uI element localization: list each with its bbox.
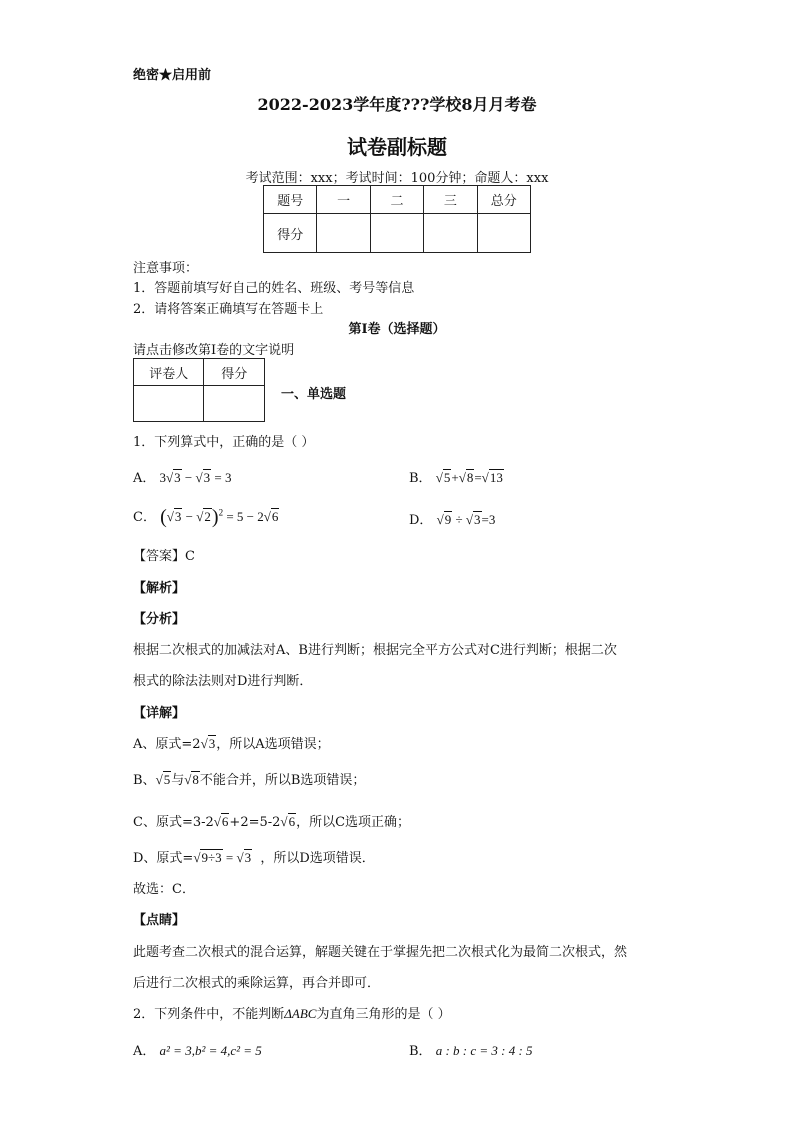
detail-line-a: A、原式=2√3，所以A选项错误； (133, 736, 330, 752)
score-cell[interactable] (317, 214, 370, 253)
option-label: D． (409, 513, 433, 528)
option-c-formula: $(√3 - √2)^2 = 5 - 2√6$ (160, 506, 279, 528)
option-label: A． (133, 471, 156, 486)
option-label: B． (409, 471, 432, 486)
option-a-formula: 3√3 − √3 = 3 (159, 470, 232, 485)
score-table-row-label: 得分 (264, 214, 317, 253)
option-b-formula: √5+√8=√13 (435, 470, 503, 485)
option-label: C． (133, 510, 156, 525)
score-cell[interactable] (477, 214, 530, 253)
option-b[interactable] (409, 467, 504, 486)
fenxi-text: 根式的除法法则对D进行判断． (133, 674, 313, 689)
exam-title: 2022-2023学年度???学校8月月考卷 (257, 95, 537, 114)
detail-line-c: C、原式=3-2√6+2=5-2√6，所以C选项正确； (133, 814, 411, 830)
q2-option-b[interactable]: B． a : b : c = 3 : 4 : 5 (409, 1043, 533, 1059)
section-heading: 一、单选题 (281, 387, 347, 402)
exam-subtitle: 试卷副标题 (347, 135, 447, 159)
score-table-header-cell: 二 (370, 186, 423, 214)
part-description: 请点击修改第I卷的文字说明 (133, 343, 295, 358)
option-d[interactable] (409, 509, 495, 528)
score-table (263, 185, 531, 253)
option-c[interactable] (133, 506, 279, 529)
score-table-header-cell: 题号 (264, 186, 317, 214)
question-stem: 1．下列算式中，正确的是（ ） (133, 435, 315, 450)
option-a[interactable] (133, 467, 232, 486)
conclusion-line: 故选：C． (133, 882, 195, 897)
question-stem: 2．下列条件中，不能判断ΔABC为直角三角形的是（ ） (133, 1006, 451, 1022)
grader-table-header: 评卷人 (134, 359, 204, 386)
score-cell[interactable] (370, 214, 423, 253)
fenxi-heading: 【分析】 (133, 612, 186, 627)
dianjing-text: 此题考查二次根式的混合运算，解题关键在于掌握先把二次根式化为最简二次根式，然 (133, 945, 628, 960)
dianjing-text: 后进行二次根式的乘除运算，再合并即可． (133, 976, 381, 991)
notes-item: 1．答题前填写好自己的姓名、班级、考号等信息 (133, 281, 415, 296)
secret-label: 绝密★启用前 (133, 68, 212, 83)
q2-option-a[interactable]: A． a² = 3,b² = 4,c² = 5 (133, 1043, 262, 1059)
score-table-header-cell: 三 (424, 186, 477, 214)
q2-option-b-formula: a : b : c = 3 : 4 : 5 (435, 1043, 533, 1058)
grader-table-header: 得分 (204, 359, 265, 386)
notes-item: 2．请将答案正确填写在答题卡上 (133, 302, 324, 317)
option-d-formula: √9 ÷ √3=3 (436, 512, 496, 527)
answer-line: 【答案】C (133, 549, 195, 564)
dianjing-heading: 【点睛】 (133, 913, 186, 928)
detail-line-b: B、√5与√8不能合并，所以B选项错误； (133, 772, 366, 788)
score-cell[interactable] (424, 214, 477, 253)
grader-cell[interactable] (204, 386, 265, 422)
score-table-header-cell: 一 (317, 186, 370, 214)
grader-table (133, 358, 265, 422)
notes-heading: 注意事项： (133, 261, 199, 276)
q2-option-a-formula: a² = 3,b² = 4,c² = 5 (159, 1043, 262, 1058)
exam-info: 考试范围：xxx；考试时间：100分钟；命题人：xxx (245, 171, 549, 186)
score-table-header-cell: 总分 (477, 186, 530, 214)
detail-heading: 【详解】 (133, 706, 186, 721)
fenxi-text: 根据二次根式的加减法对A、B进行判断；根据完全平方公式对C进行判断；根据二次 (133, 643, 617, 658)
grader-cell[interactable] (134, 386, 204, 422)
detail-line-d: D、原式=√9÷3 = √3 ，所以D选项错误． (133, 850, 375, 866)
part-title: 第I卷（选择题） (348, 322, 446, 337)
analysis-heading: 【解析】 (133, 581, 186, 596)
